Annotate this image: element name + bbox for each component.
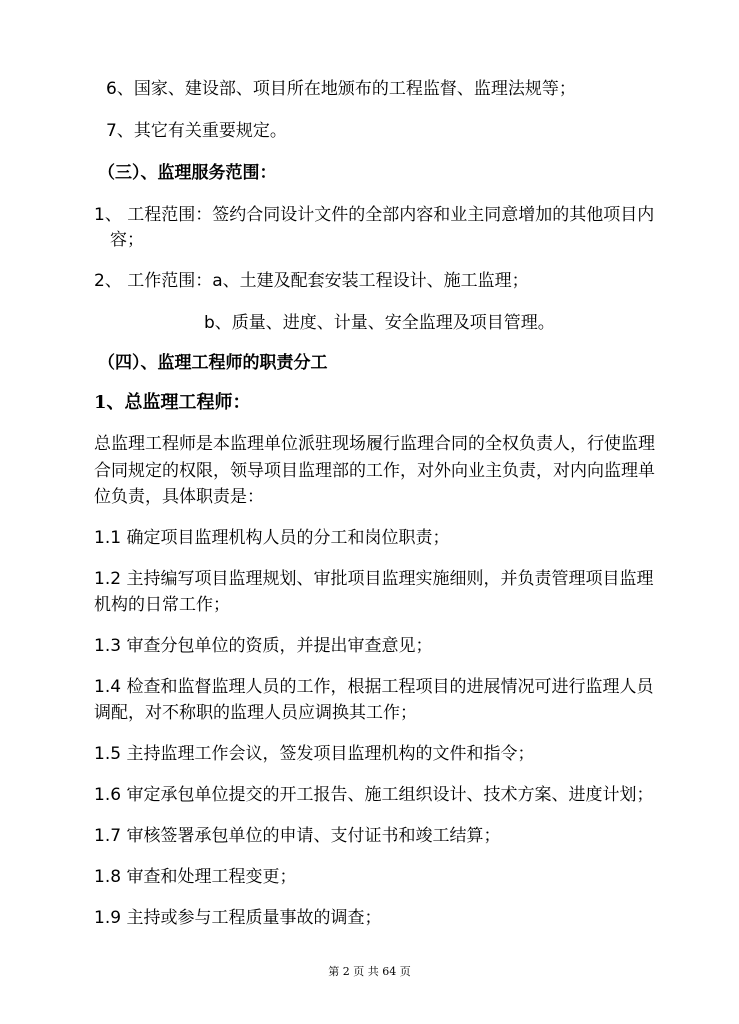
subheading-chief-engineer: 1、总监理工程师： [94,392,251,413]
page-footer: 第 2 页 共 64 页 [328,965,411,978]
duty-item: 1.3 审查分包单位的资质，并提出审查意见； [94,636,433,656]
duty-item: 1.9 主持或参与工程质量事故的调查； [94,908,382,928]
duty-item: 1.5 主持监理工作会议，签发项目监理机构的文件和指令； [94,744,535,764]
scope-item-work-b: b、质量、进度、计量、安全监理及项目管理。 [204,313,555,333]
section-heading-scope: （三）、监理服务范围： [98,163,277,183]
duty-item: 1.4 检查和监督监理人员的工作，根据工程项目的进展情况可进行监理人员 [94,677,654,697]
intro-paragraph-line: 合同规定的权限，领导项目监理部的工作，对外向业主负责，对内向监理单 [94,461,655,481]
scope-item-work: 2、 工作范围：a、土建及配套安装工程设计、施工监理； [94,271,529,291]
duty-item: 1.6 审定承包单位提交的开工报告、施工组织设计、技术方案、进度计划； [94,785,654,805]
section-heading-duties: （四）、监理工程师的职责分工 [98,353,328,373]
duty-item-cont: 机构的日常工作； [94,595,230,615]
duty-item: 1.8 审查和处理工程变更； [94,867,297,887]
duty-item: 1.7 审核签署承包单位的申请、支付证书和竣工结算； [94,826,501,846]
intro-paragraph-line: 总监理工程师是本监理单位派驻现场履行监理合同的全权负责人，行使监理 [94,434,655,454]
scope-item-engineering-cont: 容； [110,230,144,250]
duty-item-cont: 调配，对不称职的监理人员应调换其工作； [94,703,417,723]
duty-item: 1.1 确定项目监理机构人员的分工和岗位职责； [94,528,450,548]
duty-item: 1.2 主持编写项目监理规划、审批项目监理实施细则，并负责管理项目监理 [94,569,654,589]
list-item-regulations: 6、国家、建设部、项目所在地颁布的工程监督、监理法规等； [106,79,576,99]
scope-item-engineering: 1、 工程范围：签约合同设计文件的全部内容和业主同意增加的其他项目内 [94,205,655,225]
list-item-other-rules: 7、其它有关重要规定。 [106,121,287,141]
intro-paragraph-line: 位负责，具体职责是： [94,487,264,507]
